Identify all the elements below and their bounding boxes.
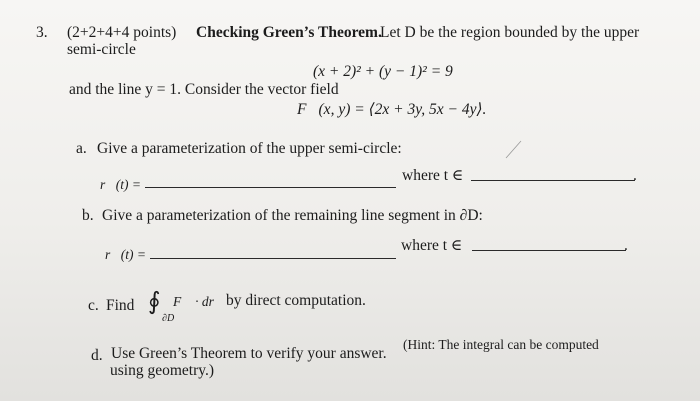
part-c-find: Find <box>106 297 135 314</box>
integrand: F⃗ · dr⃗ <box>173 294 225 309</box>
part-b-lhs: r⃗(t) = <box>105 247 146 262</box>
problem-intro: Let D be the region bounded by the upper <box>380 24 640 41</box>
contour-integral-symbol: ∮ <box>148 287 161 315</box>
part-a-answer-blank[interactable] <box>145 187 396 188</box>
part-b-label: b. <box>82 207 94 224</box>
part-c-label: c. <box>88 297 99 314</box>
part-d-hint-cont: using geometry.) <box>110 362 215 379</box>
part-d-hint: (Hint: The integral can be computed <box>403 337 599 352</box>
part-a-label: a. <box>76 140 87 157</box>
pencil-mark <box>503 138 523 160</box>
part-a-lhs: r⃗(t) = <box>100 177 141 192</box>
part-c-tail: by direct computation. <box>226 292 366 309</box>
part-d-label: d. <box>91 347 103 364</box>
part-a-text: Give a parameterization of the upper semi-circle: <box>97 140 402 157</box>
problem-intro-cont: semi-circle <box>67 41 136 58</box>
problem-points: (2+2+4+4 points) <box>67 24 177 41</box>
part-b-answer-blank[interactable] <box>150 258 396 259</box>
part-a-period: . <box>633 167 637 184</box>
part-a-where: where t ∈ <box>402 167 464 184</box>
problem-number: 3. <box>36 24 48 41</box>
problem-title: Checking Green’s Theorem. <box>196 24 382 41</box>
part-b-period: . <box>624 237 628 254</box>
part-b-where: where t ∈ <box>401 237 463 254</box>
integral-subscript: ∂D <box>162 313 175 324</box>
part-b-interval-blank[interactable] <box>472 250 626 251</box>
part-d-text: Use Green’s Theorem to verify your answer. <box>111 345 387 362</box>
part-a-interval-blank[interactable] <box>471 180 635 181</box>
semicircle-equation: (x + 2)² + (y − 1)² = 9 <box>313 63 453 80</box>
vector-field: F⃗(x, y) = ⟨2x + 3y, 5x − 4y⟩. <box>297 101 487 118</box>
line-and-field-intro: and the line y = 1. Consider the vector field <box>69 81 339 98</box>
part-b-text: Give a parameterization of the remaining line segment in ∂D: <box>102 207 483 224</box>
